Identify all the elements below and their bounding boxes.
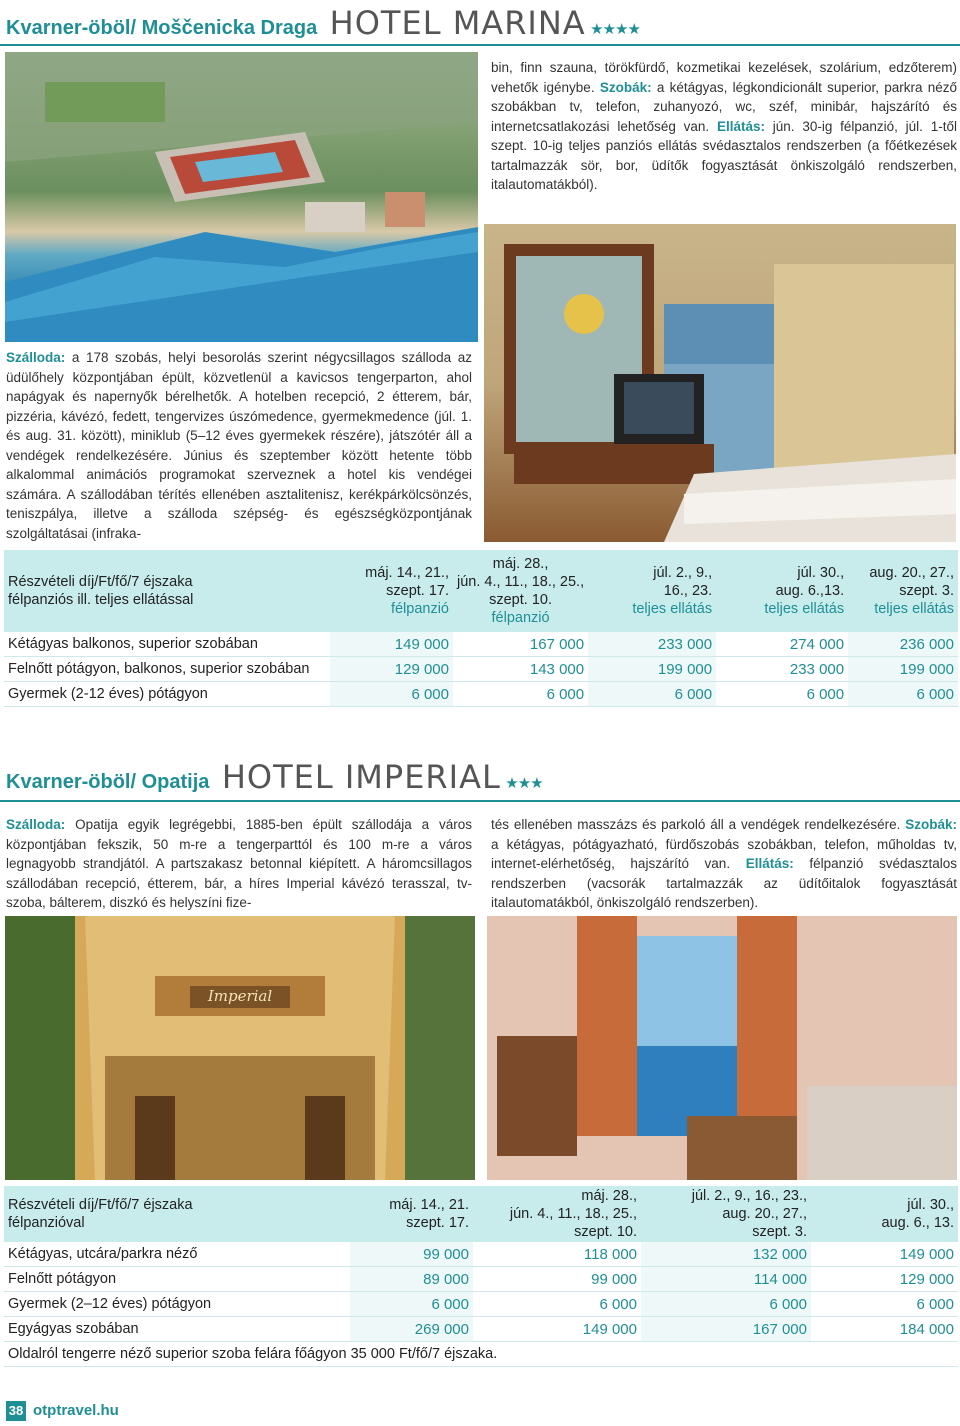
- imperial-room-photo: [487, 916, 957, 1180]
- marina-table-header: [4, 550, 958, 632]
- imperial-building-photo: [5, 916, 475, 1180]
- marina-cont-text: bin, finn szauna, törökfürdő, kozmetikai kezelések, szolárium, edzőterem) vehetők igénybe.: [491, 60, 957, 95]
- marina-aerial-photo: [5, 52, 478, 342]
- marina-intro-key: Szálloda:: [6, 350, 66, 365]
- marina-board-text: jún. 30-ig félpanzió, júl. 1-től szept. 10-ig teljes panziós ellátás svédasztalos rendszerben (a főétkezések tartalmazzák sör, bor, üdítők fogyasztását önkiszolgáló rendszerben, italautomatákból).: [491, 118, 957, 192]
- table-row: Kétágyas, utcára/parkra néző 99 000 118 000 132 000 149 000: [4, 1242, 958, 1267]
- imperial-table-subtitle: félpanzióval: [8, 1215, 85, 1231]
- marina-table-title: Részvételi díj/Ft/fő/7 éjszaka: [8, 574, 193, 590]
- table-row: Gyermek (2-12 éves) pótágyon 6 000 6 000 6 000 6 000 6 000: [4, 682, 958, 707]
- imperial-table-note: Oldalról tengerre néző superior szoba felára főágyon 35 000 Ft/fő/7 éjszaka.: [4, 1342, 958, 1367]
- imperial-details-text: [491, 815, 957, 913]
- imperial-intro-body: Opatija egyik legrégebbi, 1885-ben épült szállodája a város központjában fekszik, 50 m-re a tengerparttól és 100 m-re a város legnagyobb strandjától. A partszakasz betonnal kiépített. A háromcsillagos szállodában recepció, étterem, bár, a híres Imperial kávézó terasszal, tv-szoba, bálterem, diszkó és helyszíni fize-: [6, 817, 472, 910]
- marina-board-key: Ellátás:: [716, 118, 765, 134]
- imperial-rooms-key: Szobák:: [905, 817, 957, 832]
- table-row: Kétágyas balkonos, superior szobában 149 000 167 000 233 000 274 000 236 000: [4, 632, 958, 657]
- imperial-col-3: júl. 30., aug. 6., 13.: [881, 1197, 954, 1231]
- imperial-board-text: félpanzió svédasztalos rendszerben (vacsorák tartalmazzák az üdítőitalok fogyasztását italautomatákból, önkiszolgáló rendszerben).: [491, 856, 957, 910]
- table-row: Felnőtt pótágyon, balkonos, superior szobában 129 000 143 000 199 000 233 000 199 000: [4, 657, 958, 682]
- marina-table-subtitle: félpanziós ill. teljes ellátással: [8, 592, 194, 608]
- imperial-hotel-name: HOTEL IMPERIAL: [221, 758, 501, 796]
- imperial-table-header: [4, 1186, 958, 1242]
- imperial-price-table: [4, 1186, 958, 1367]
- imperial-table-title: Részvételi díj/Ft/fő/7 éjszaka: [8, 1197, 193, 1213]
- table-row: Gyermek (2–12 éves) pótágyon 6 000 6 000 6 000 6 000: [4, 1292, 958, 1317]
- marina-col-2: júl. 2., 9., 16., 23. teljes ellátás: [632, 565, 713, 617]
- marina-rooms-key: Szobák:: [599, 79, 652, 95]
- page-number-badge: 38: [6, 1401, 26, 1421]
- imperial-cont-text: tés ellenében masszázs és parkoló áll a vendégek rendelkezésére.: [491, 817, 901, 832]
- footer-site-link[interactable]: otptravel.hu: [33, 1402, 119, 1419]
- imperial-col-1: máj. 28., jún. 4., 11., 18., 25., szept. 10.: [509, 1188, 637, 1240]
- imperial-intro-text: [6, 815, 472, 913]
- marina-details-text: [491, 58, 957, 195]
- imperial-stars: ★★★: [505, 775, 543, 792]
- marina-intro-text: [6, 348, 472, 543]
- marina-room-photo: [484, 224, 956, 542]
- imperial-building-sign: Imperial: [207, 987, 273, 1005]
- marina-col-1: máj. 28., jún. 4., 11., 18., 25., szept. 10. félpanzió: [457, 556, 585, 626]
- marina-header-divider: [0, 44, 960, 46]
- imperial-board-key: Ellátás:: [745, 856, 794, 871]
- imperial-col-2: júl. 2., 9., 16., 23., aug. 20., 27., szept. 3.: [691, 1188, 807, 1240]
- imperial-intro-key: Szálloda:: [6, 817, 66, 832]
- imperial-destination: Kvarner-öböl/ Opatija: [6, 771, 210, 793]
- table-note-row: [4, 1342, 958, 1367]
- marina-rooms-text: a kétágyas, légkondicionált superior, parkra néző szobákban tv, telefon, zuhanyozó, wc, széf, minibár, hajszárító és internetcsatlakozási lehetőség van.: [491, 79, 957, 134]
- marina-col-3: júl. 30., aug. 6.,13. teljes ellátás: [764, 565, 845, 617]
- marina-col-4: aug. 20., 27., szept. 3. teljes ellátás: [869, 565, 954, 617]
- table-row: Felnőtt pótágyon 89 000 99 000 114 000 129 000: [4, 1267, 958, 1292]
- imperial-header: [6, 758, 543, 796]
- marina-stars: ★★★★: [590, 21, 640, 38]
- imperial-rooms-text: a kétágyas, pótágyazható, fürdőszobás szobákban, telefon, műholdas tv, internet-elérhetőség, hajszárító van.: [491, 836, 957, 871]
- imperial-col-0: máj. 14., 21. szept. 17.: [389, 1197, 469, 1231]
- marina-intro-body: a 178 szobás, helyi besorolás szerint négycsillagos szálloda az üdülőhely központjában épült, közvetlenül a kavicsos tengerparton, ahol napágyak és napernyők bérelhetők. A hotelben recepció, 2 étterem, bár, pizzéria, kávézó, fedett, tengervizes úszómedence, gyermekmedence (júl. 1. és aug. 31. között), miniklub (5–12 éves gyermekek részére), játszótér áll a vendégek rendelkezésére. Június és szeptember között hetente több alkalommal animációs programokat szerveznek a hotel kis vendégei számára. A szállodában térítés ellenében asztalitenisz, kerékpárkölcsönzés, teniszpálya, illetve a szálloda szépség- és egészségközpontjának szolgáltatásai (infraka-: [6, 350, 472, 541]
- marina-col-0: máj. 14., 21., szept. 17. félpanzió: [365, 565, 449, 617]
- marina-price-table: [4, 550, 958, 707]
- marina-destination: Kvarner-öböl/ Moščenicka Draga: [6, 17, 318, 39]
- table-row: Egyágyas szobában 269 000 149 000 167 000 184 000: [4, 1317, 958, 1342]
- marina-header: [6, 4, 640, 42]
- marina-hotel-name: HOTEL MARINA: [329, 4, 586, 42]
- imperial-header-divider: [0, 800, 960, 802]
